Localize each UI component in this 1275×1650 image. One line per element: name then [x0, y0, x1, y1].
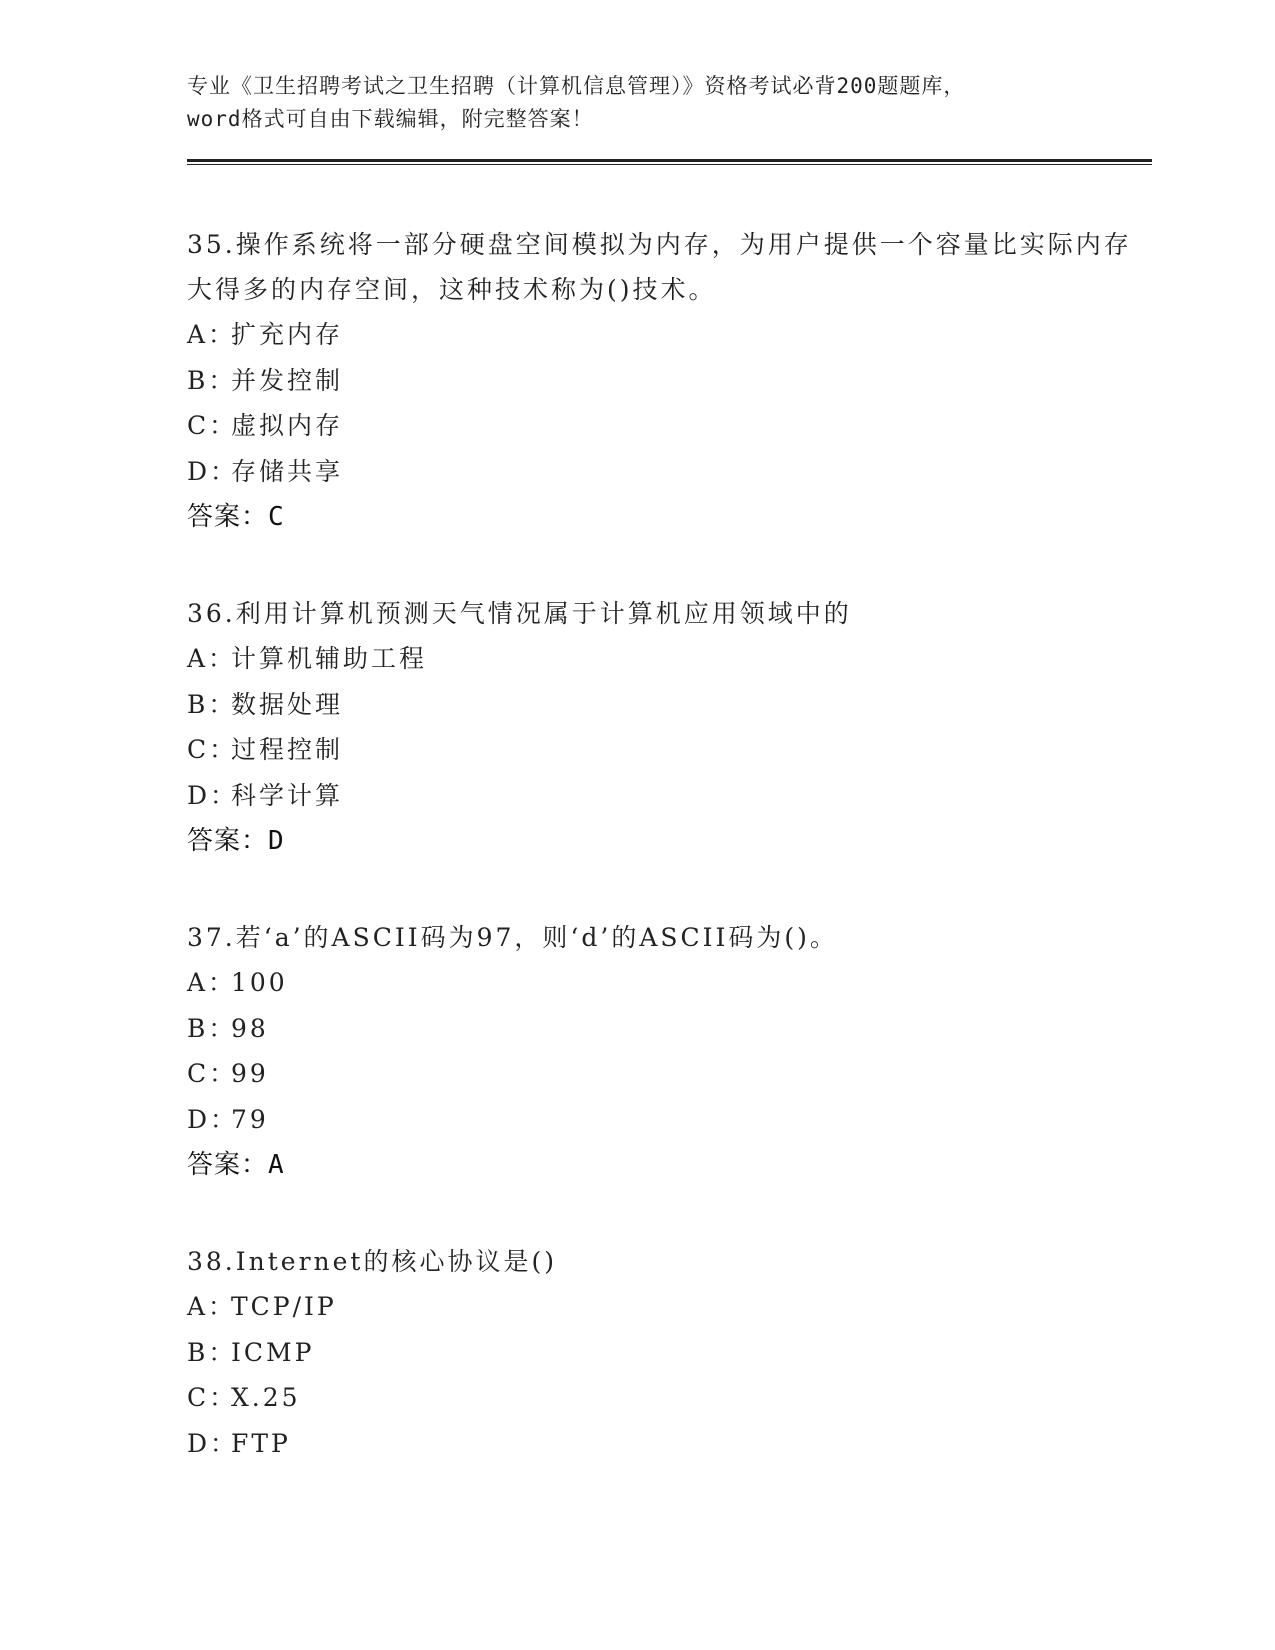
option-letter: C：: [187, 735, 238, 764]
header-divider: [187, 159, 1152, 165]
document-header: [187, 70, 1152, 136]
option-text: 79: [231, 1104, 269, 1134]
option-text: TCP/IP: [231, 1292, 337, 1321]
option-letter: B：: [187, 1337, 237, 1367]
option-letter: C：: [187, 411, 238, 440]
option-c: [187, 1051, 1152, 1097]
option-a: [187, 960, 1152, 1006]
option-letter: B：: [187, 1013, 237, 1043]
answer-36: 答案：D: [187, 826, 285, 856]
option-b: [187, 358, 1152, 404]
option-text: FTP: [231, 1428, 291, 1458]
option-c: [187, 1375, 1152, 1421]
option-text: 数据处理: [231, 689, 344, 719]
option-d: [187, 1421, 1152, 1467]
document-page: [187, 70, 1152, 1466]
question-stem: 38.Internet的核心协议是(): [187, 1247, 557, 1276]
option-letter: A：: [187, 320, 237, 349]
option-a: [187, 636, 1152, 682]
option-text: 100: [231, 968, 288, 997]
option-b: [187, 1006, 1152, 1052]
option-d: [187, 773, 1152, 819]
question-stem: 36.利用计算机预测天气情况属于计算机应用领域中的: [187, 599, 852, 628]
option-text: 98: [231, 1013, 269, 1043]
option-letter: A：: [187, 1292, 237, 1321]
option-letter: D：: [187, 456, 239, 486]
option-a: [187, 312, 1152, 358]
option-letter: D：: [187, 1104, 239, 1134]
option-b: [187, 682, 1152, 728]
option-letter: D：: [187, 780, 239, 810]
option-text: 科学计算: [231, 780, 344, 810]
question-stem: 35.操作系统将一部分硬盘空间模拟为内存，为用户提供一个容量比实际内存大得多的内存空间，这种技术称为()技术。: [187, 230, 1132, 304]
header-line-1: 专业《卫生招聘考试之卫生招聘（计算机信息管理）》资格考试必背200题题库，: [187, 74, 966, 98]
option-letter: A：: [187, 644, 237, 673]
question-38: [187, 1239, 1152, 1466]
header-line-2: word格式可自由下载编辑，附完整答案！: [187, 107, 594, 131]
option-text: 计算机辅助工程: [231, 644, 428, 673]
option-text: 存储共享: [231, 456, 344, 486]
option-text: 并发控制: [231, 365, 344, 395]
option-letter: D：: [187, 1428, 239, 1458]
option-letter: C：: [187, 1383, 238, 1412]
option-letter: B：: [187, 689, 237, 719]
option-letter: C：: [187, 1059, 238, 1088]
option-c: [187, 727, 1152, 773]
option-c: [187, 403, 1152, 449]
question-36: [187, 591, 1152, 818]
option-d: [187, 449, 1152, 495]
option-text: X.25: [231, 1383, 301, 1412]
option-d: [187, 1097, 1152, 1143]
option-text: 虚拟内存: [231, 411, 344, 440]
option-text: 99: [231, 1059, 269, 1088]
option-a: [187, 1284, 1152, 1330]
option-text: ICMP: [231, 1337, 315, 1367]
answer-35: 答案：C: [187, 502, 285, 532]
question-stem: 37.若‘a’的ASCII码为97，则‘d’的ASCII码为()。: [187, 923, 838, 952]
option-b: [187, 1330, 1152, 1376]
answer-37: 答案：A: [187, 1150, 285, 1180]
option-letter: A：: [187, 968, 237, 997]
question-37: [187, 915, 1152, 1142]
option-letter: B：: [187, 365, 237, 395]
question-35: [187, 222, 1152, 494]
option-text: 过程控制: [231, 735, 344, 764]
option-text: 扩充内存: [231, 320, 344, 349]
